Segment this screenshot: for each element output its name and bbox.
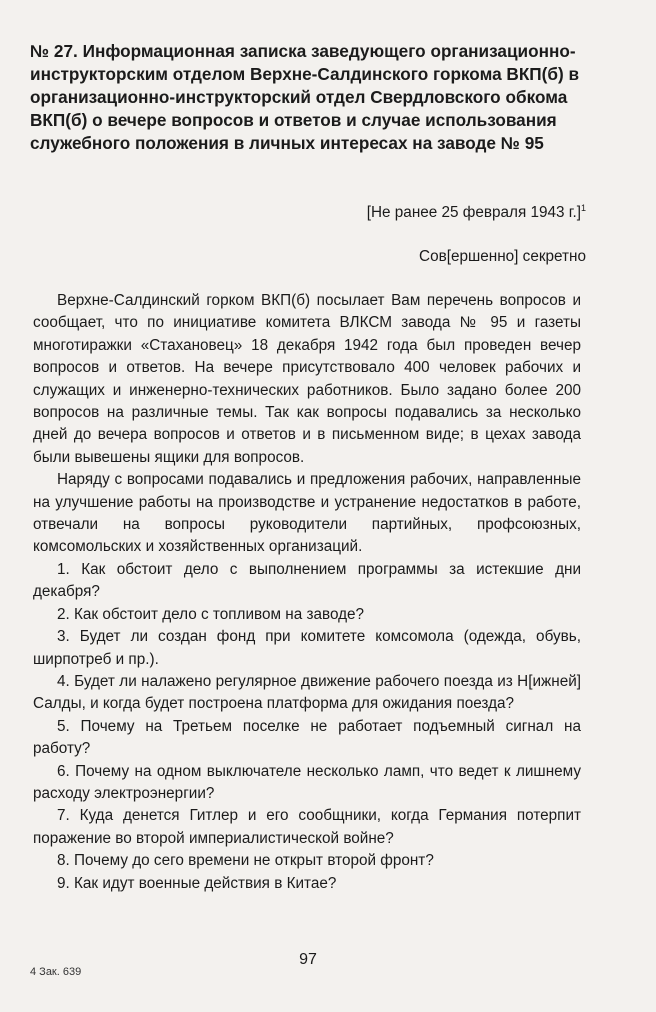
question-item: 3. Будет ли создан фонд при комитете комсомола (одежда, обувь, ширпотреб и пр.). (33, 628, 581, 668)
paragraph: Наряду с вопросами подавались и предложения рабочих, направленные на улучшение работы на производстве и устранение недостатков в работе, отвечали на вопросы руководители партийных, профсоюзных, комсомольских и хозяйственных организаций. (33, 471, 581, 556)
date-text: [Не ранее 25 февраля 1943 г.] (366, 204, 581, 221)
question-item: 2. Как обстоит дело с топливом на заводе? (57, 605, 365, 623)
date-line (367, 202, 586, 224)
question-item: 7. Куда денется Гитлер и его сообщники, когда Германия потерпит поражение во второй империалистической войне? (33, 807, 581, 847)
footnote-mark: 1 (580, 202, 586, 213)
page-number: 97 (299, 951, 317, 968)
question-item: 5. Почему на Третьем поселке не работает подъемный сигнал на работу? (33, 717, 581, 758)
paragraph: Верхне-Салдинский горком ВКП(б) посылает Вам перечень вопросов и сообщает, что по инициативе комитета ВЛКСМ завода № 95 и газеты многотиражки «Стахановец» 18 декабря 1942 года был проведен вечер вопросов и ответов. На вечере присутствовало 400 человек рабочих и служащих и инженерно-технических работников. Было задано более 200 вопросов на различные темы. Так как вопросы подавались за несколько дней до вечера вопросов и ответов и в письменном виде; в цехах завода были вывешены ящики для вопросов. (33, 292, 581, 466)
question-item: 8. Почему до сего времени не открыт второй фронт? (57, 852, 434, 870)
print-mark: 4 Зак. 639 (30, 966, 82, 978)
question-item: 9. Как идут военные действия в Китае? (57, 874, 337, 892)
question-item: 6. Почему на одном выключателе несколько ламп, что ведет к лишнему расходу электроэнергии? (33, 762, 581, 802)
question-item: 4. Будет ли налажено регулярное движение рабочего поезда из Н[ижней] Салды, и когда будет построена платформа для ожидания поезда? (33, 672, 581, 713)
question-item: 1. Как обстоит дело с выполнением программы за истекшие дни декабря? (33, 560, 581, 601)
document-heading: № 27. Информационная записка заведующего организационно-инструкторским отделом Верхне-Салдинского горкома ВКП(б) в организационно-инструкторский отдел Свердловского обкома ВКП(б) о вечере вопросов и ответов и случае использования служебного положения в личных интересах на заводе № 95 (30, 41, 580, 153)
secrecy-label: Сов[ершенно] секретно (419, 248, 586, 265)
document-body (33, 290, 581, 895)
